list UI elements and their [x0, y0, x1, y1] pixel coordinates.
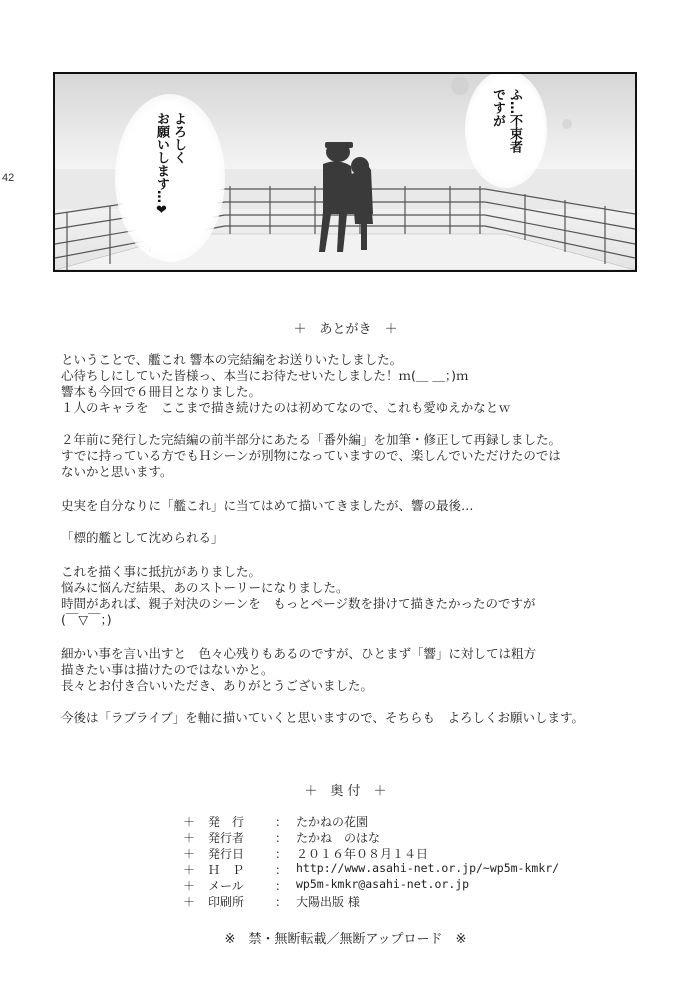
colophon-label: Ｈ Ｐ [208, 863, 245, 877]
colophon-row [183, 829, 381, 845]
plus-marker: ＋ [183, 879, 196, 893]
colophon-heading: ＋ 奥 付 ＋ [304, 784, 387, 799]
plus-marker: ＋ [183, 815, 196, 829]
plus-marker: ＋ [183, 863, 196, 877]
colon: ： [275, 831, 288, 845]
afterword-line: １人のキャラを ここまで描き続けたのは初めてなので、これも愛ゆえかなとｗ [61, 400, 511, 415]
speech-bubble-left [115, 94, 225, 262]
bubble-right-line-1: ふ…不束者 [507, 88, 522, 153]
colon: ： [275, 879, 288, 893]
plus-marker: ＋ [183, 895, 196, 909]
afterword-line: 時間があれば、親子対決のシーンを もっとページ数を掛けて描きたかったのですが [61, 596, 536, 611]
afterword-line: すでに持っている方でもＨシーンが別物になっていますので、楽しんでいただけたのでは [61, 448, 561, 463]
afterword-heading: ＋ あとがき ＋ [293, 322, 398, 337]
colophon-table [183, 813, 560, 909]
afterword-line: 響本も今回で６冊目となりました。 [61, 384, 262, 399]
manga-panel [53, 72, 637, 272]
bubble-left-line-1: よろしく [171, 112, 186, 164]
colophon-value: 大陽出版 様 [296, 895, 360, 909]
afterword-line: ２年前に発行した完結編の前半部分にあたる「番外編」を加筆・修正して再録しました。 [61, 432, 562, 447]
colon: ： [275, 895, 288, 909]
colophon-value: ２０１６年０８月１４日 [296, 847, 429, 861]
colon: ： [275, 847, 288, 861]
plus-marker: ＋ [183, 847, 196, 861]
afterword-line: 細かい事を言い出すと 色々心残りもあるのですが、ひとまず「響」に対しては粗方 [61, 646, 537, 661]
afterword-line: 描きたい事は描けたのではないかと。 [61, 662, 274, 677]
afterword-line: 今後は「ラブライブ」を軸に描いていくと思いますので、そちらも よろしくお願いします。 [61, 710, 585, 725]
reproduction-notice: ※ 禁・無断転載／無断アップロード ※ [224, 932, 467, 947]
colophon-row [183, 893, 360, 909]
afterword-line: 「標的艦として沈められる」 [61, 530, 224, 545]
afterword-line: ということで、艦これ 響本の完結編をお送りいたしました。 [61, 352, 403, 367]
afterword-line: ないかと思います。 [61, 464, 173, 479]
plus-marker: ＋ [183, 831, 196, 845]
speech-bubble-right [465, 72, 547, 188]
afterword-line: 心待ちしにしていた皆様っ、本当にお待たせいたしました！ｍ(＿ ＿；)ｍ [61, 368, 469, 383]
afterword-line: 史実を自分なりに「艦これ」に当てはめて描いてきましたが、響の最後… [61, 498, 474, 513]
homepage-url: http://www.asahi-net.or.jp/~wp5m-kmkr/ [296, 861, 560, 875]
afterword-line: これを描く事に抵抗がありました。 [61, 564, 262, 579]
colophon-row [183, 877, 470, 893]
page-number: 42 [2, 172, 15, 184]
colophon-value: たかね のはな [296, 831, 381, 845]
email-address: wp5m-kmkr@asahi-net.or.jp [296, 877, 470, 891]
bubble-right-line-2: ですが [490, 88, 505, 127]
colophon-value: たかねの花園 [296, 815, 369, 829]
afterword-line: 悩みに悩んだ結果、あのストーリーになりました。 [61, 580, 349, 595]
afterword-line: 長々とお付き合いいただき、ありがとうございました。 [61, 678, 374, 693]
colophon-label: 発 行 [208, 815, 245, 829]
colon: ： [275, 815, 288, 829]
afterword-line: (￣▽￣；) [61, 612, 112, 627]
colophon-label: 発行者 [208, 831, 245, 845]
colophon-label: メール [208, 879, 244, 893]
colophon-label: 発行日 [208, 847, 245, 861]
colophon-row [183, 845, 429, 861]
colophon-row [183, 861, 560, 877]
colon: ： [275, 863, 288, 877]
colophon-row [183, 813, 369, 829]
bubble-left-line-2: お願いします…❤ [154, 112, 169, 218]
colophon-label: 印刷所 [208, 895, 245, 909]
